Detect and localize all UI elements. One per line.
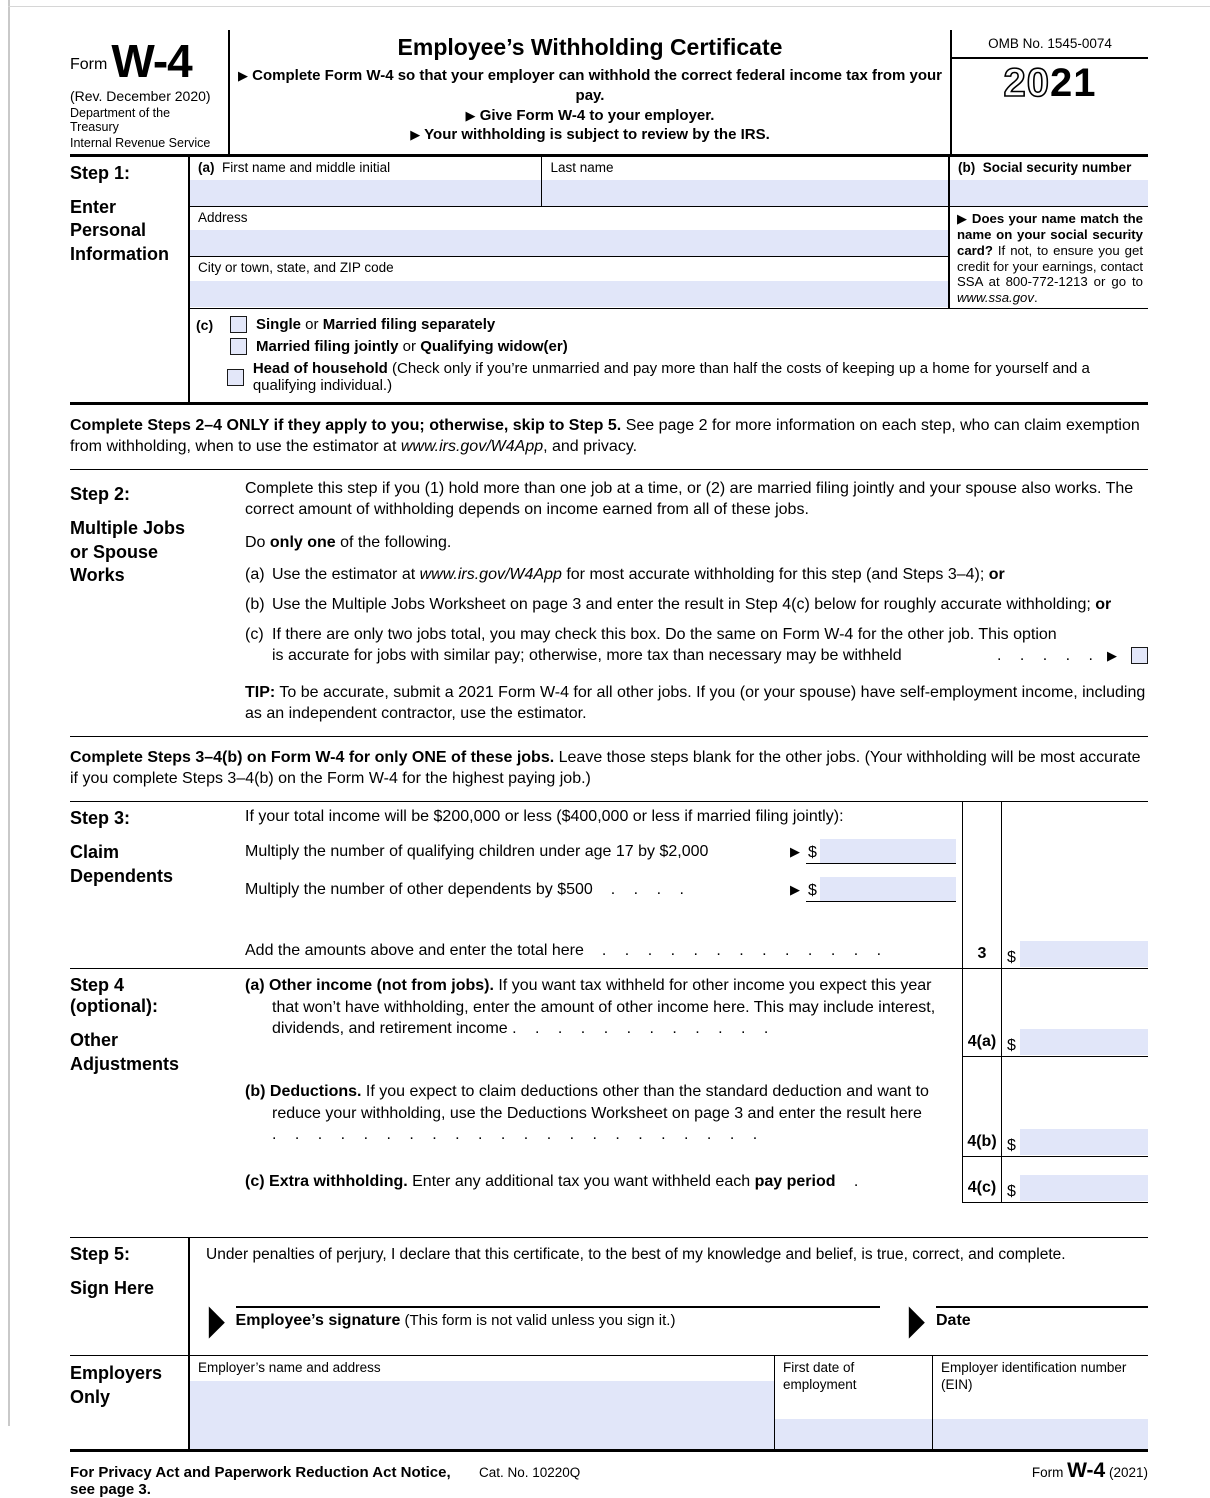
dollar-sign: $ bbox=[808, 882, 817, 900]
ssn-label: (b) Social security number bbox=[958, 160, 1132, 175]
first-name-label: (a) First name and middle initial bbox=[198, 160, 391, 175]
step4a-row bbox=[245, 969, 1148, 1057]
other-dependents-amount-input[interactable] bbox=[820, 877, 956, 901]
header-bullet-1 bbox=[238, 66, 942, 106]
step5-section bbox=[70, 1237, 1148, 1355]
employers-only-title: Employers Only bbox=[70, 1363, 163, 1407]
step3-dependents-text: Multiply the number of other dependents by $500 bbox=[245, 880, 593, 898]
step4a-row-number: 4(a) bbox=[962, 969, 1002, 1056]
filing-option-single bbox=[196, 316, 1142, 333]
field-c-label: (c) bbox=[196, 316, 214, 333]
pointer-icon: ▶ bbox=[957, 211, 968, 226]
step3-total-line: Add the amounts above and enter the total here . . . . . . . . . . . . . bbox=[245, 942, 882, 960]
last-name-input[interactable] bbox=[542, 180, 948, 206]
head-of-household-checkbox[interactable] bbox=[227, 369, 244, 386]
extra-withholding-input[interactable] bbox=[1020, 1175, 1148, 1201]
step2-section bbox=[70, 469, 1148, 736]
form-id-block bbox=[70, 30, 230, 154]
first-name-input[interactable] bbox=[190, 180, 541, 206]
dollar-sign: $ bbox=[1007, 1183, 1016, 1201]
step2-item-c-text: If there are only two jobs total, you may check this box. Do the same on Form W-4 for the other job. This option is accurate for jobs with similar pay; otherwise, more tax than necessary may be withheld . . . . . ▶ bbox=[272, 624, 1148, 666]
step5-title: Step 5: bbox=[70, 1244, 131, 1265]
ssn-input[interactable] bbox=[950, 180, 1148, 206]
step1-section bbox=[70, 157, 1148, 405]
filing-option-head-of-household-label: Head of household (Check only if you’re unmarried and pay more than half the costs of keeping up a home for yourself and a qualifying individual.) bbox=[252, 360, 1090, 395]
steps-3-4-note: Complete Steps 3–4(b) on Form W-4 for only ONE of these jobs. Leave those steps blank for the other jobs. (Your withholding will be most accurate if you complete Steps 3–4(b) on the Form W-4 for the highest paying job.) bbox=[70, 736, 1148, 801]
step3-children-text: Multiply the number of qualifying children under age 17 by $2,000 bbox=[245, 842, 709, 860]
privacy-notice: For Privacy Act and Paperwork Reduction Act Notice, see page 3. bbox=[70, 1464, 451, 1498]
step2-item-b bbox=[245, 594, 1148, 615]
signature-label: Employee’s signature (This form is not valid unless you sign it.) bbox=[235, 1312, 676, 1330]
step3-title: Step 3: bbox=[70, 808, 131, 829]
city-state-zip-input[interactable] bbox=[190, 281, 948, 307]
omb-year-block bbox=[950, 30, 1148, 154]
two-jobs-checkbox[interactable] bbox=[1131, 647, 1148, 664]
step4c-row-number: 4(c) bbox=[962, 1157, 1002, 1202]
step2-item-b-label: (b) bbox=[245, 595, 265, 613]
married-jointly-checkbox[interactable] bbox=[230, 338, 247, 355]
address-label: Address bbox=[198, 210, 248, 225]
steps-2-4-note: Complete Steps 2–4 ONLY if they apply to you; otherwise, skip to Step 5. See page 2 for more information on each step, who can claim exemption from withholding, when to use the estimator at www.irs.gov/W4App, and privacy. bbox=[70, 417, 1140, 456]
form-header bbox=[70, 30, 1148, 157]
filing-option-married-jointly-label: Married filing jointly or Qualifying widow(er) bbox=[256, 338, 568, 356]
step3-section bbox=[70, 801, 1148, 969]
step3-label bbox=[70, 802, 245, 968]
step4b-row-number: 4(b) bbox=[962, 1057, 1002, 1156]
date-label: Date bbox=[936, 1312, 971, 1330]
dollar-sign: $ bbox=[1007, 1037, 1016, 1055]
omb-number: OMB No. 1545-0074 bbox=[952, 30, 1148, 59]
step3-subtitle: Claim Dependents bbox=[70, 842, 174, 886]
step4b-row bbox=[245, 1057, 1148, 1157]
name-row bbox=[190, 157, 948, 207]
city-row bbox=[190, 257, 948, 307]
pointer-icon: ▶ bbox=[790, 881, 800, 897]
address-input[interactable] bbox=[190, 230, 948, 256]
pointer-icon: ▶ bbox=[909, 1296, 926, 1343]
filing-option-single-label: Single or Married filing separately bbox=[256, 316, 496, 334]
step1-label bbox=[70, 157, 190, 402]
step3-children-line bbox=[245, 839, 956, 864]
pointer-icon: ▶ bbox=[238, 68, 248, 83]
step2-item-a-text: Use the estimator at www.irs.gov/W4App for most accurate withholding for this step (and Steps 3–4); or bbox=[272, 565, 1005, 583]
form-number: W-4 bbox=[111, 35, 192, 87]
first-date-cell bbox=[775, 1356, 933, 1449]
step2-item-b-text: Use the Multiple Jobs Worksheet on page 3 and enter the result in Step 4(c) below for roughly accurate withholding; or bbox=[272, 595, 1112, 613]
step5-label bbox=[70, 1238, 190, 1355]
ssa-link: www.ssa.gov bbox=[957, 290, 1034, 306]
step4-title: Step 4 (optional): bbox=[70, 975, 158, 1017]
dollar-sign: $ bbox=[1007, 1137, 1016, 1155]
pointer-icon: ▶ bbox=[208, 1296, 225, 1343]
single-checkbox[interactable] bbox=[230, 316, 247, 333]
page-footer bbox=[70, 1452, 1148, 1498]
employer-name-address-input[interactable] bbox=[190, 1381, 774, 1449]
step2-item-c-label: (c) bbox=[245, 625, 264, 643]
ssa-note: ▶ Does your name match the name on your social security card? If not, to ensure you get credit for your earnings, contact SSA at 800-772-1213 or go to www.ssa.gov. bbox=[957, 211, 1144, 306]
year-solid: 21 bbox=[1050, 61, 1097, 105]
perjury-declaration: Under penalties of perjury, I declare that this certificate, to the best of my knowledge and belief, is true, correct, and complete. bbox=[206, 1246, 1066, 1264]
employers-only-label bbox=[70, 1356, 190, 1449]
filing-status-group bbox=[190, 309, 1148, 402]
city-state-zip-label: City or town, state, and ZIP code bbox=[198, 260, 394, 275]
ssn-cell bbox=[950, 157, 1148, 207]
ein-label: Employer identification number (EIN) bbox=[941, 1360, 1127, 1393]
service-line: Internal Revenue Service bbox=[70, 136, 211, 150]
qualifying-children-amount-input[interactable] bbox=[820, 839, 956, 863]
catalog-number: Cat. No. 10220Q bbox=[479, 1465, 581, 1481]
step4c-text: (c) Extra withholding. Enter any additional tax you want withheld each pay period . bbox=[245, 1173, 859, 1191]
year-outline: 20 bbox=[1003, 61, 1050, 105]
step2-intro: Complete this step if you (1) hold more than one job at a time, or (2) are married filing jointly and your spouse also works. The correct amount of withholding depends on income earned from all of these jobs. bbox=[245, 480, 1134, 519]
step3-intro: If your total income will be $200,000 or less ($400,000 or less if married filing jointly): bbox=[245, 808, 844, 826]
employer-name-cell bbox=[190, 1356, 775, 1449]
step2-item-c bbox=[245, 624, 1148, 666]
step2-do-line: Do only one of the following. bbox=[245, 533, 452, 551]
step4b-text: (b) Deductions. If you expect to claim deductions other than the standard deduction and want to reduce your withholding, use the Deductions Worksheet on page 3 and enter the result here . . . . . . . . . . . . . . . . . . . . . . bbox=[245, 1083, 929, 1143]
header-bullet-2 bbox=[238, 106, 942, 126]
pointer-icon: ▶ bbox=[790, 843, 800, 859]
step2-item-a-label: (a) bbox=[245, 565, 265, 583]
step2-item-a bbox=[245, 564, 1148, 585]
address-row bbox=[190, 207, 948, 257]
pointer-icon: ▶ bbox=[465, 107, 476, 123]
other-income-input[interactable] bbox=[1020, 1029, 1148, 1055]
step1-subtitle: Enter Personal Information bbox=[70, 197, 169, 264]
header-bullet-3 bbox=[238, 125, 942, 145]
employers-only-section bbox=[70, 1355, 1148, 1452]
form-word: Form bbox=[70, 56, 108, 73]
step5-subtitle: Sign Here bbox=[70, 1278, 155, 1299]
pointer-icon: ▶ bbox=[1107, 647, 1117, 663]
form-title: Employee’s Withholding Certificate bbox=[397, 34, 783, 60]
last-name-label: Last name bbox=[550, 160, 614, 175]
step2-subtitle: Multiple Jobs or Spouse Works bbox=[70, 518, 186, 586]
step3-total-text: Add the amounts above and enter the total here bbox=[245, 942, 584, 960]
filing-option-head-of-household bbox=[196, 360, 1142, 394]
department-line: Department of the Treasury bbox=[70, 106, 171, 134]
page-edge-top bbox=[8, 6, 1210, 7]
ein-input[interactable] bbox=[933, 1419, 1148, 1449]
step4-subtitle: Other Adjustments bbox=[70, 1030, 180, 1074]
page-edge-left bbox=[8, 0, 10, 1426]
ein-cell bbox=[933, 1356, 1148, 1449]
footer-form-id: Form W-4 (2021) bbox=[1031, 1459, 1148, 1483]
filing-option-married-jointly bbox=[196, 338, 1142, 355]
form-title-block bbox=[230, 30, 950, 154]
step4c-row bbox=[245, 1157, 1148, 1203]
pointer-icon: ▶ bbox=[410, 127, 421, 143]
step4a-text: (a) Other income (not from jobs). If you want tax withheld for other income you expect this year that won’t have withholding, enter the amount of other income here. This may include interest, dividends, and retirement income . . . . . . . . . . . . bbox=[245, 977, 936, 1037]
header-bullet-2-text: Give Form W-4 to your employer. bbox=[479, 106, 715, 124]
step1-title: Step 1: bbox=[70, 163, 131, 183]
employer-name-label: Employer’s name and address bbox=[198, 1360, 381, 1376]
step3-dependents-line: Multiply the number of other dependents by $500 . . . . ▶ $ bbox=[245, 877, 956, 902]
header-bullet-3-text: Your withholding is subject to review by the IRS. bbox=[424, 126, 770, 144]
header-bullet-1-text: Complete Form W-4 so that your employer can withhold the correct federal income tax from your pay. bbox=[252, 67, 942, 104]
step2-tip: TIP: To be accurate, submit a 2021 Form W-4 for all other jobs. If you (or your spouse) have self-employment income, including as an independent contractor, use the estimator. bbox=[245, 684, 1146, 723]
deductions-input[interactable] bbox=[1020, 1129, 1148, 1155]
dollar-sign: $ bbox=[808, 844, 817, 862]
step2-title: Step 2: bbox=[70, 484, 131, 505]
step4-section bbox=[70, 969, 1148, 1203]
step3-row-number: 3 bbox=[962, 802, 1002, 968]
step2-label bbox=[70, 478, 245, 724]
form-revision: (Rev. December 2020) bbox=[70, 88, 211, 104]
first-date-label: First date of employment bbox=[783, 1360, 857, 1393]
dollar-sign: $ bbox=[1007, 949, 1016, 967]
step3-total-input[interactable] bbox=[1020, 941, 1148, 967]
year-badge bbox=[952, 59, 1148, 106]
first-date-employment-input[interactable] bbox=[775, 1419, 932, 1449]
step4-label bbox=[70, 969, 245, 1203]
